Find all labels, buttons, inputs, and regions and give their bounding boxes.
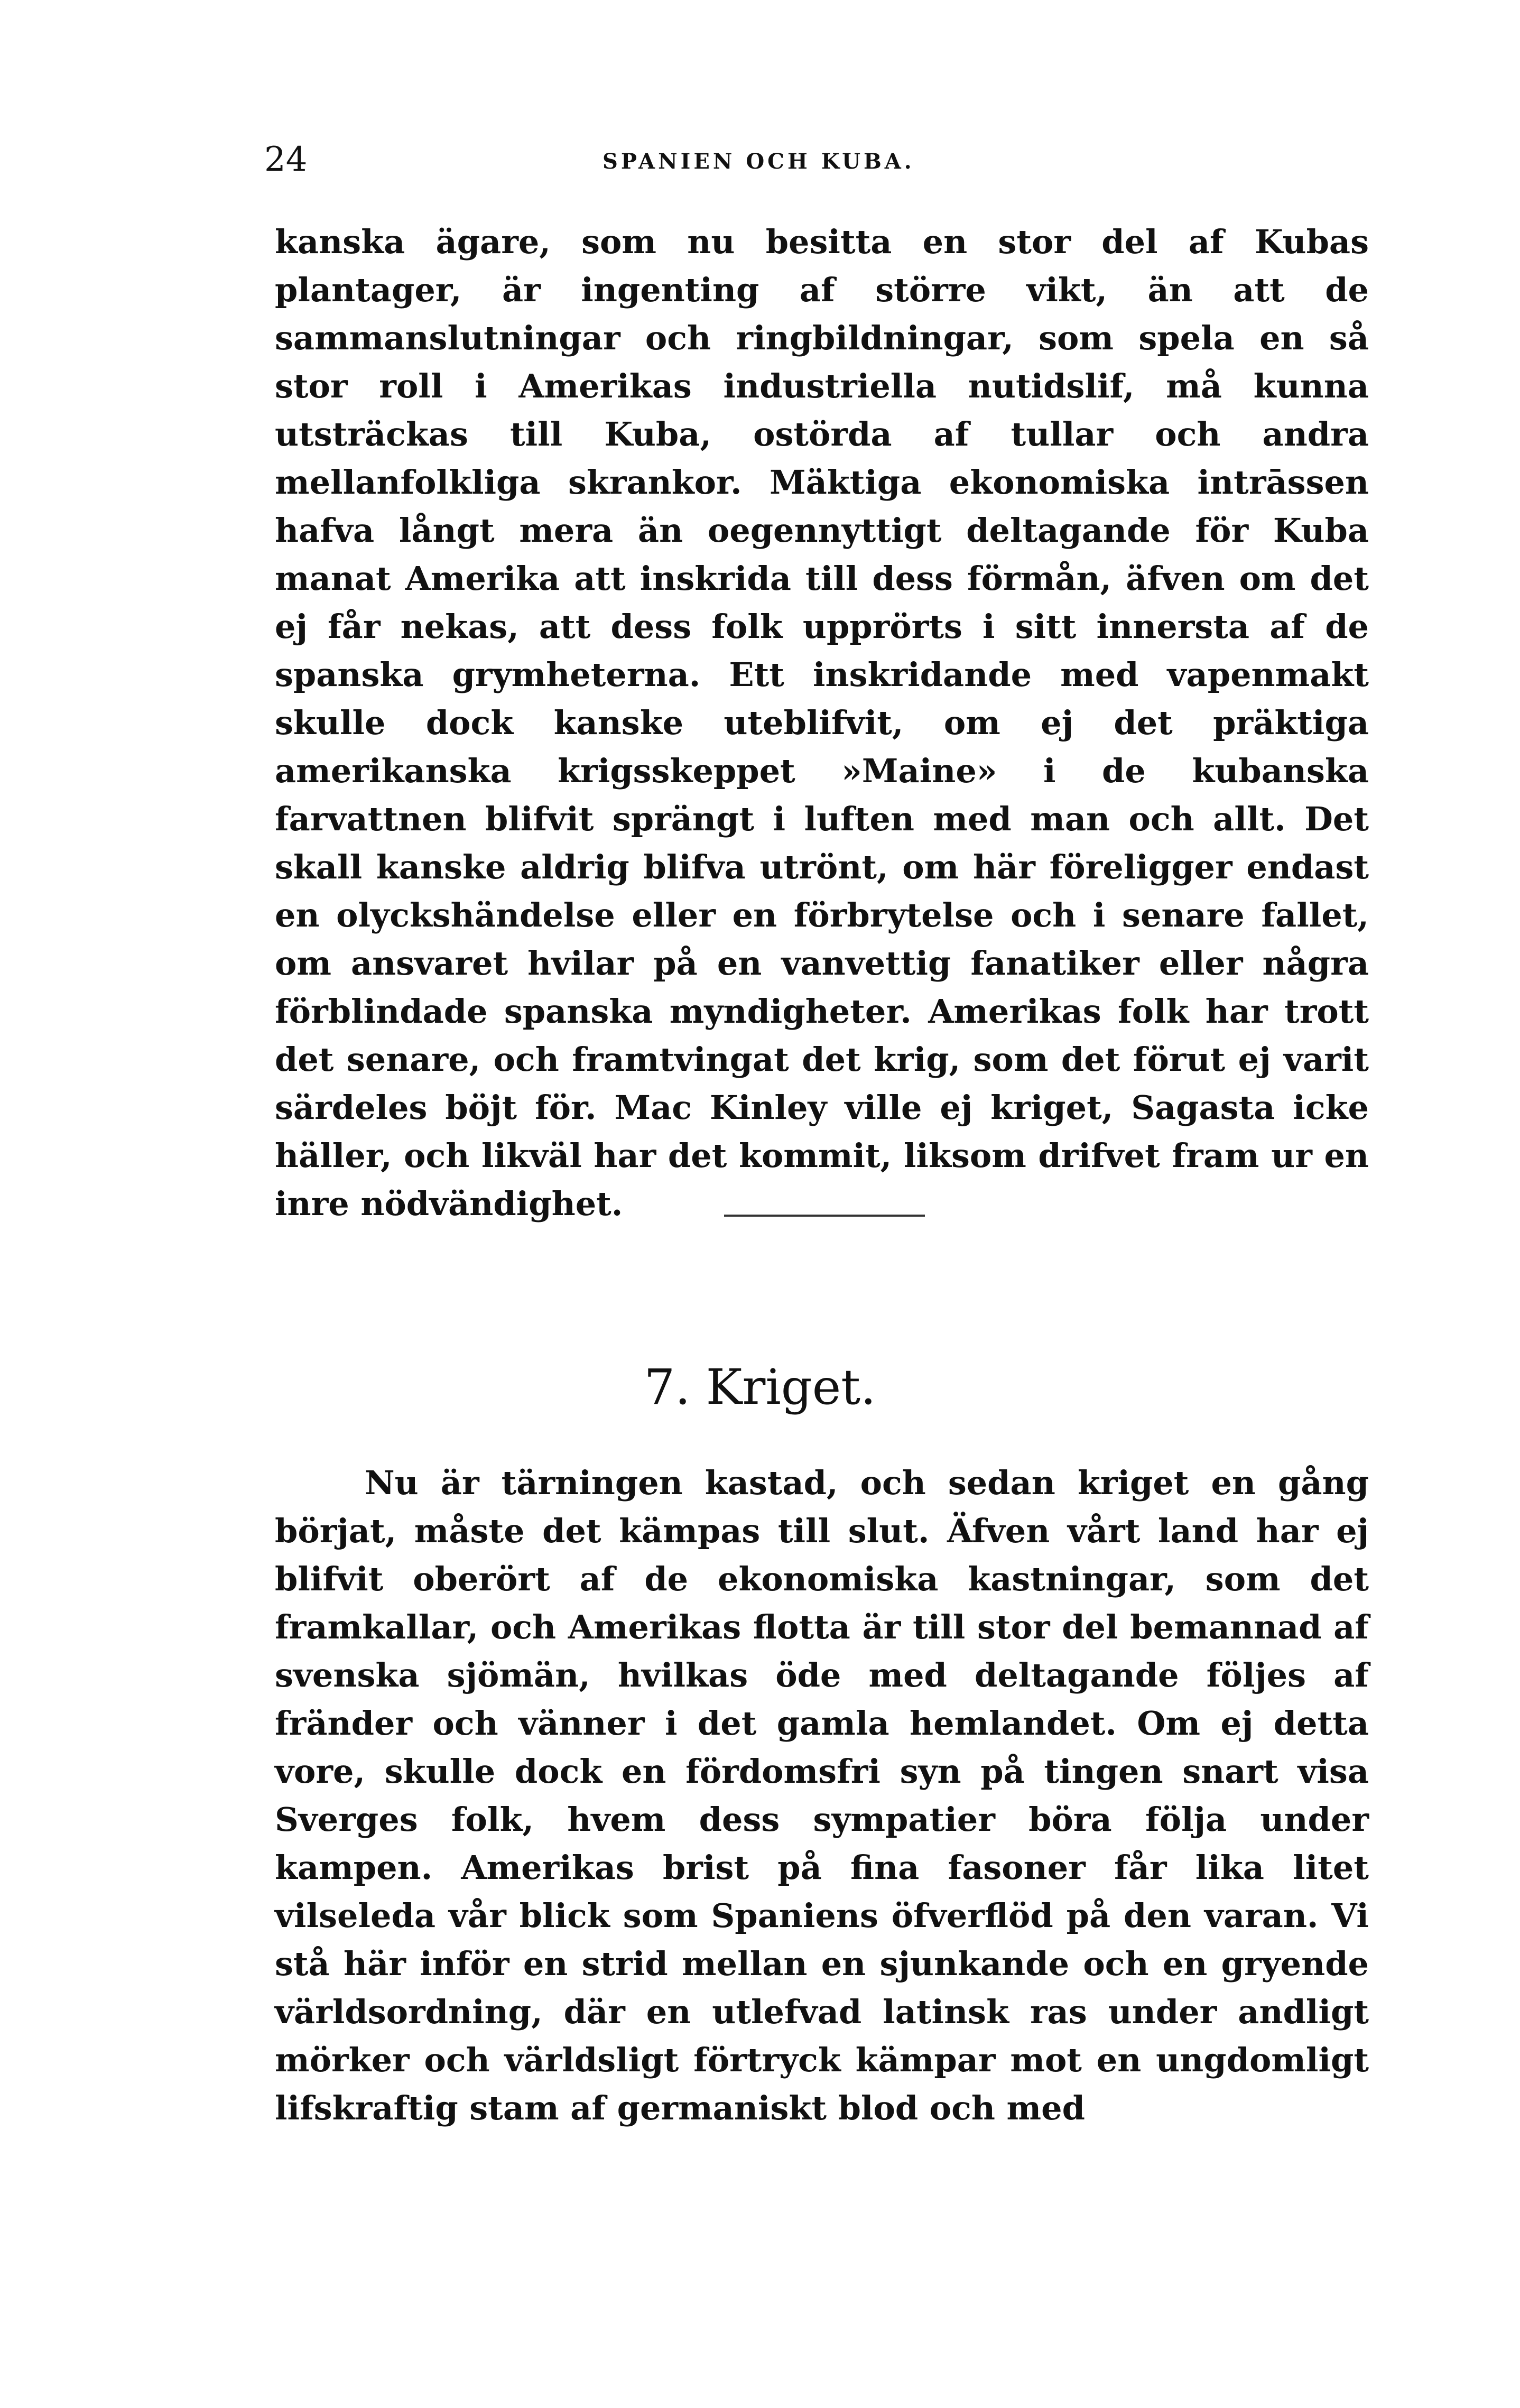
section-heading: 7. Kriget.: [644, 1359, 876, 1415]
page-header: [264, 138, 1364, 186]
page-number: 24: [264, 140, 308, 179]
running-title: SPANIEN OCH KUBA.: [603, 149, 915, 174]
body-paragraph-2: Nu är tärningen kastad, och sedan kriget en gång börjat, måste det kämpas till slut. Äfven vårt land har ej blifvit oberört af de ekonomiska kastningar, som det framkallar, och Amerikas flotta är till stor del bemannad af svenska sjömän, hvilkas öde med deltagande följes af fränder och vänner i det gamla hemlandet. Om ej detta vore, skulle dock en fördomsfri syn på tingen snart visa Sverges folk, hvem dess sympatier böra följa under kampen. Amerikas brist på fina fasoner får lika litet vilseleda vår blick som Spaniens öfverflöd på den varan. Vi stå här inför en strid mellan en sjunkande och en gryende världsordning, där en utlefvad latinsk ras under andligt mörker och världsligt förtryck kämpar mot en ungdomligt lifskraftig stam af germaniskt blod och med: [275, 1464, 1369, 2127]
section-divider-rule: [724, 1215, 925, 1217]
body-paragraph-1: kanska ägare, som nu besitta en stor del af Kubas plantager, är ingenting af större vikt, än att de sammanslutningar och ringbildningar, som spela en så stor roll i Amerikas industriella nutidslif, må kunna utsträckas till Kuba, ostörda af tullar och andra mellanfolkliga skrankor. Mäktiga ekonomiska intrāssen hafva långt mera än oegennyttigt deltagande för Kuba manat Amerika att inskrida till dess förmån, äfven om det ej får nekas, att dess folk upprörts i sitt innersta af de spanska grymheterna. Ett inskridande med vapenmakt skulle dock kanske uteblifvit, om ej det präktiga amerikanska krigsskeppet »Maine» i de kubanska farvattnen blifvit sprängt i luften med man och allt. Det skall kanske aldrig blifva utrönt, om här föreligger endast en olyckshändelse eller en förbrytelse och i senare fallet, om ansvaret hvilar på en vanvettig fanatiker eller några förblindade spanska myndigheter. Amerikas folk har trott det senare, och framtvingat det krig, som det förut ej varit särdeles böjt för. Mac Kinley ville ej kriget, Sagasta icke häller, och likväl har det kommit, liksom drifvet fram ur en inre nödvändighet.: [275, 223, 1369, 1223]
